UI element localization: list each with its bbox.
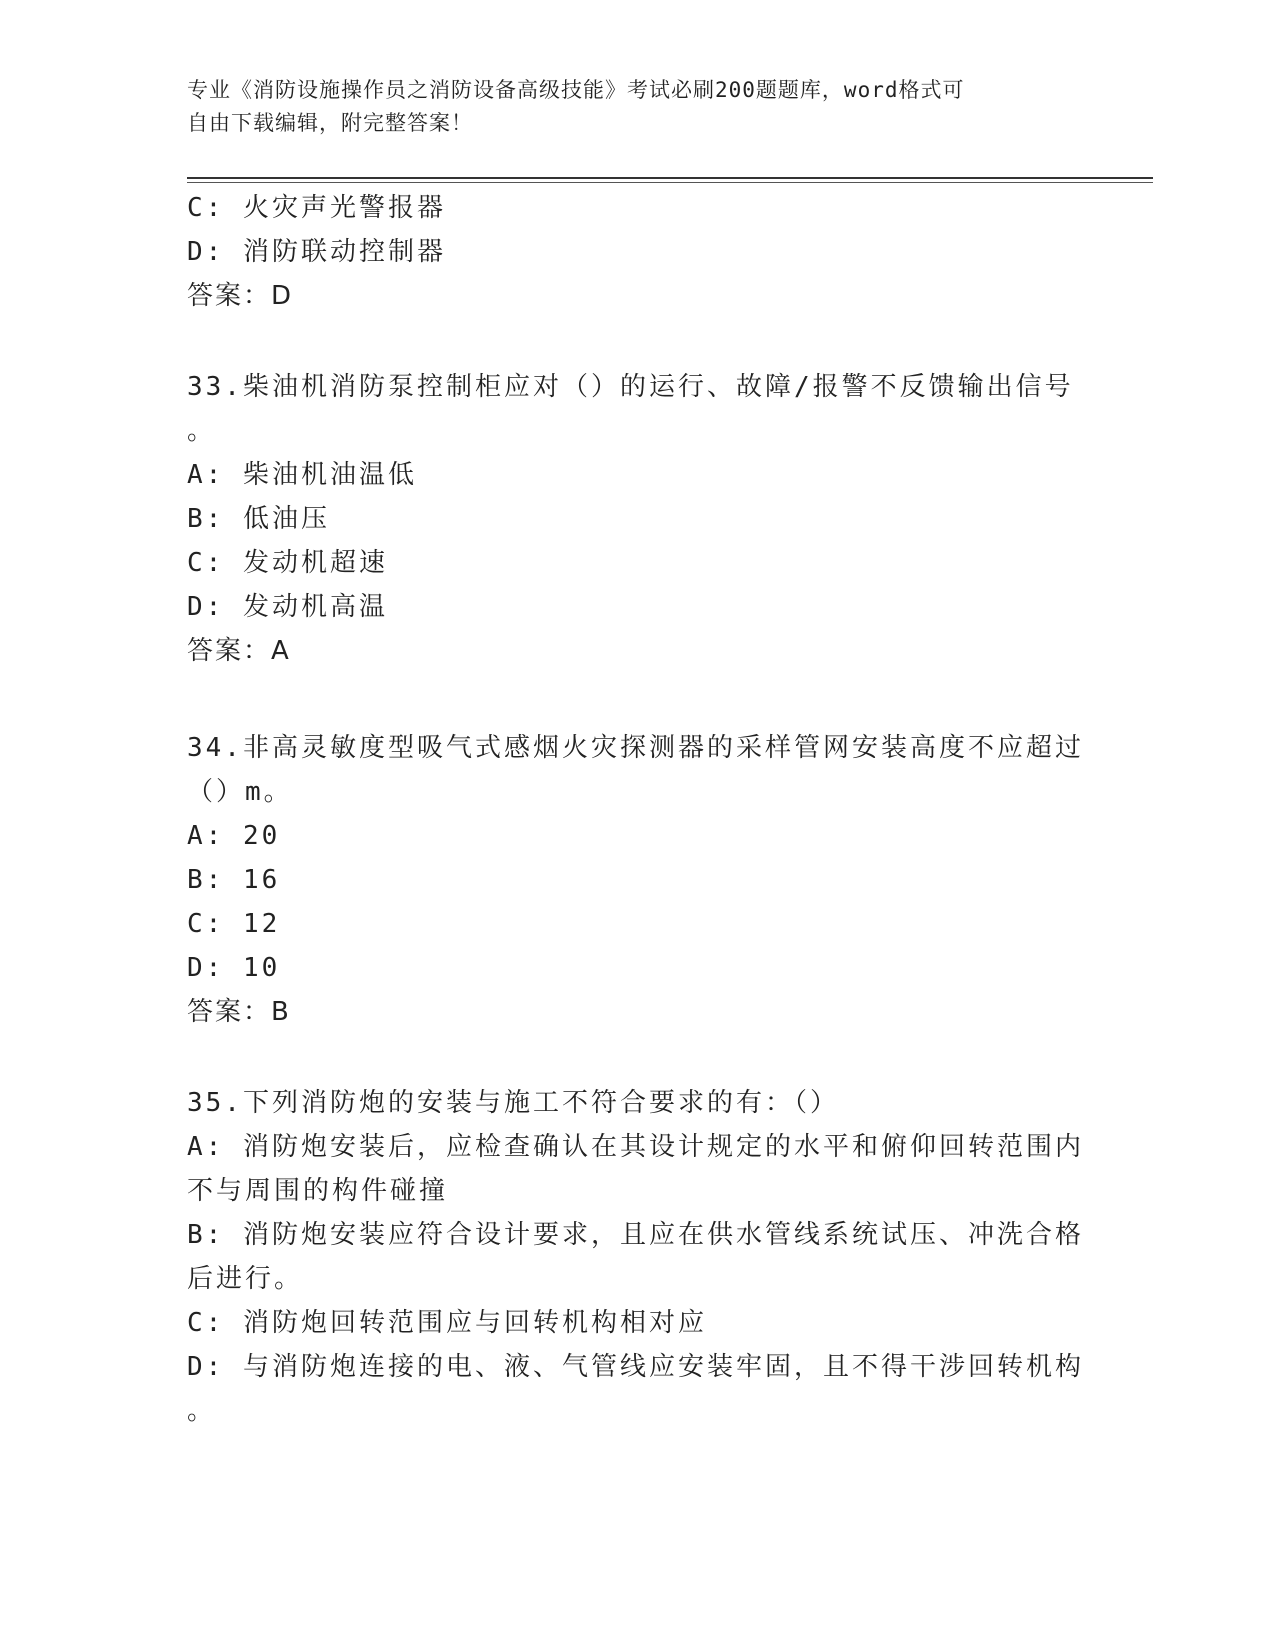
q33-option-b: B: 低油压 xyxy=(187,504,330,534)
q34-option-b: B: 16 xyxy=(187,865,281,895)
header-divider-thick xyxy=(187,177,1153,179)
document-header xyxy=(187,74,1067,140)
header-line-1: 专业《消防设施操作员之消防设备高级技能》考试必刷200题题库，word格式可 xyxy=(187,78,965,102)
q34-option-c: C: 12 xyxy=(187,909,281,939)
q34-stem-line-2: （）m。 xyxy=(187,777,293,807)
q35-option-a-line-1: A: 消防炮安装后，应检查确认在其设计规定的水平和俯仰回转范围内 xyxy=(187,1132,1084,1162)
q34-stem-line-1: 34.非高灵敏度型吸气式感烟火灾探测器的采样管网安装高度不应超过 xyxy=(187,733,1084,763)
q35-option-d-line-1: D: 与消防炮连接的电、液、气管线应安装牢固，且不得干涉回转机构 xyxy=(187,1352,1084,1382)
q33-answer: 答案：A xyxy=(187,636,291,666)
q34-option-a: A: 20 xyxy=(187,821,281,851)
q32-answer: 答案：D xyxy=(187,281,294,311)
q33-option-d: D: 发动机高温 xyxy=(187,592,388,622)
q33-stem-line-1: 33.柴油机消防泵控制柜应对（）的运行、故障/报警不反馈输出信号 xyxy=(187,372,1074,402)
q34-answer: 答案：B xyxy=(187,997,291,1027)
q35-option-c: C: 消防炮回转范围应与回转机构相对应 xyxy=(187,1308,707,1338)
q35-option-a-line-2: 不与周围的构件碰撞 xyxy=(187,1176,449,1206)
q35-stem: 35.下列消防炮的安装与施工不符合要求的有：（） xyxy=(187,1088,839,1118)
q35-option-d-line-2: 。 xyxy=(187,1396,217,1426)
q32-option-c: C: 火灾声光警报器 xyxy=(187,193,446,223)
q35-option-b-line-2: 后进行。 xyxy=(187,1264,304,1294)
q33-option-a: A: 柴油机油温低 xyxy=(187,460,417,490)
q33-stem-line-2: 。 xyxy=(187,416,217,446)
q33-option-c: C: 发动机超速 xyxy=(187,548,388,578)
header-divider-thin xyxy=(187,182,1153,183)
q35-option-b-line-1: B: 消防炮安装应符合设计要求，且应在供水管线系统试压、冲洗合格 xyxy=(187,1220,1084,1250)
header-line-2: 自由下载编辑，附完整答案！ xyxy=(187,111,473,135)
q34-option-d: D: 10 xyxy=(187,953,281,983)
q32-option-d: D: 消防联动控制器 xyxy=(187,237,446,267)
